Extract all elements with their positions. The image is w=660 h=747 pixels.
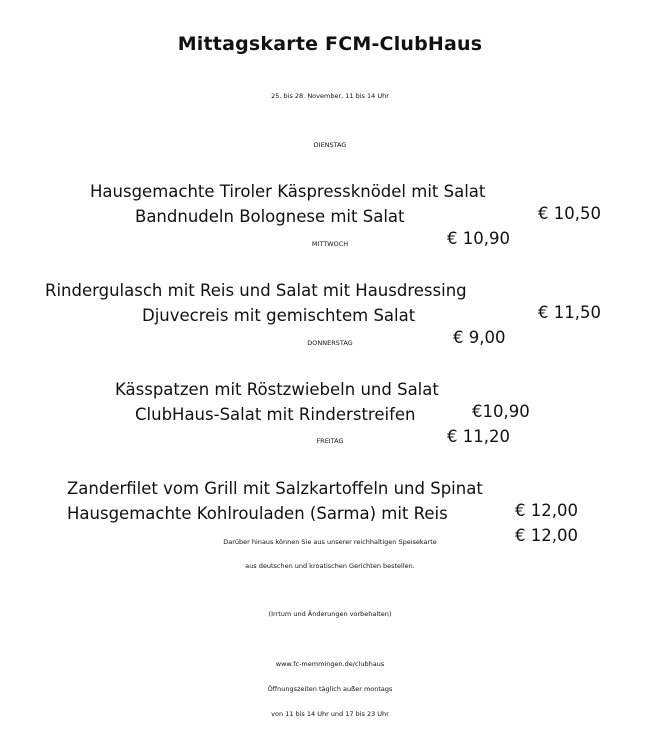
dish-price: € 12,00 [515, 501, 578, 520]
dish-name: Hausgemachte Kohlrouladen (Sarma) mit Reis [67, 504, 448, 523]
dish-price: € 10,50 [538, 204, 601, 223]
page-title: Mittagskarte FCM-ClubHaus [177, 33, 483, 55]
website-link[interactable]: www.fc-memmingen.de/clubhaus [275, 660, 385, 668]
dish-price: € 12,00 [515, 526, 578, 545]
dish-name: Djuvecreis mit gemischtem Salat [142, 306, 416, 325]
info-text-line-1: Darüber hinaus können Sie aus unserer reichhaltigen Speisekarte [223, 538, 437, 546]
day-heading-mittwoch: MITTWOCH [311, 240, 349, 248]
dish-name: ClubHaus-Salat mit Rinderstreifen [135, 405, 416, 424]
date-subtitle: 25. bis 28. November, 11 bis 14 Uhr [271, 92, 389, 100]
dish-price: € 10,90 [447, 229, 510, 248]
dish-name: Rindergulasch mit Reis und Salat mit Hausdressing [45, 281, 467, 300]
dish-name: Zanderfilet vom Grill mit Salzkartoffeln und Spinat [67, 479, 483, 498]
dish-price: € 11,50 [538, 303, 601, 322]
dish-price: €10,90 [472, 402, 530, 421]
opening-hours-line-1: Öffnungszeiten täglich außer montags [267, 685, 393, 693]
disclaimer: (Irrtum und Änderungen vorbehalten) [268, 610, 392, 618]
dish-price: € 9,00 [453, 328, 506, 347]
dish-name: Kässpatzen mit Röstzwiebeln und Salat [115, 380, 439, 399]
dish-price: € 11,20 [447, 427, 510, 446]
dish-name: Bandnudeln Bolognese mit Salat [135, 207, 405, 226]
day-heading-dienstag: DIENSTAG [313, 141, 347, 149]
opening-hours-line-2: von 11 bis 14 Uhr und 17 bis 23 Uhr [271, 710, 389, 718]
day-heading-donnerstag: DONNERSTAG [307, 339, 353, 347]
info-text-line-2: aus deutschen und kroatischen Gerichten bestellen. [245, 562, 415, 570]
dish-name: Hausgemachte Tiroler Käspressknödel mit Salat [90, 182, 486, 201]
day-heading-freitag: FREITAG [316, 437, 344, 445]
